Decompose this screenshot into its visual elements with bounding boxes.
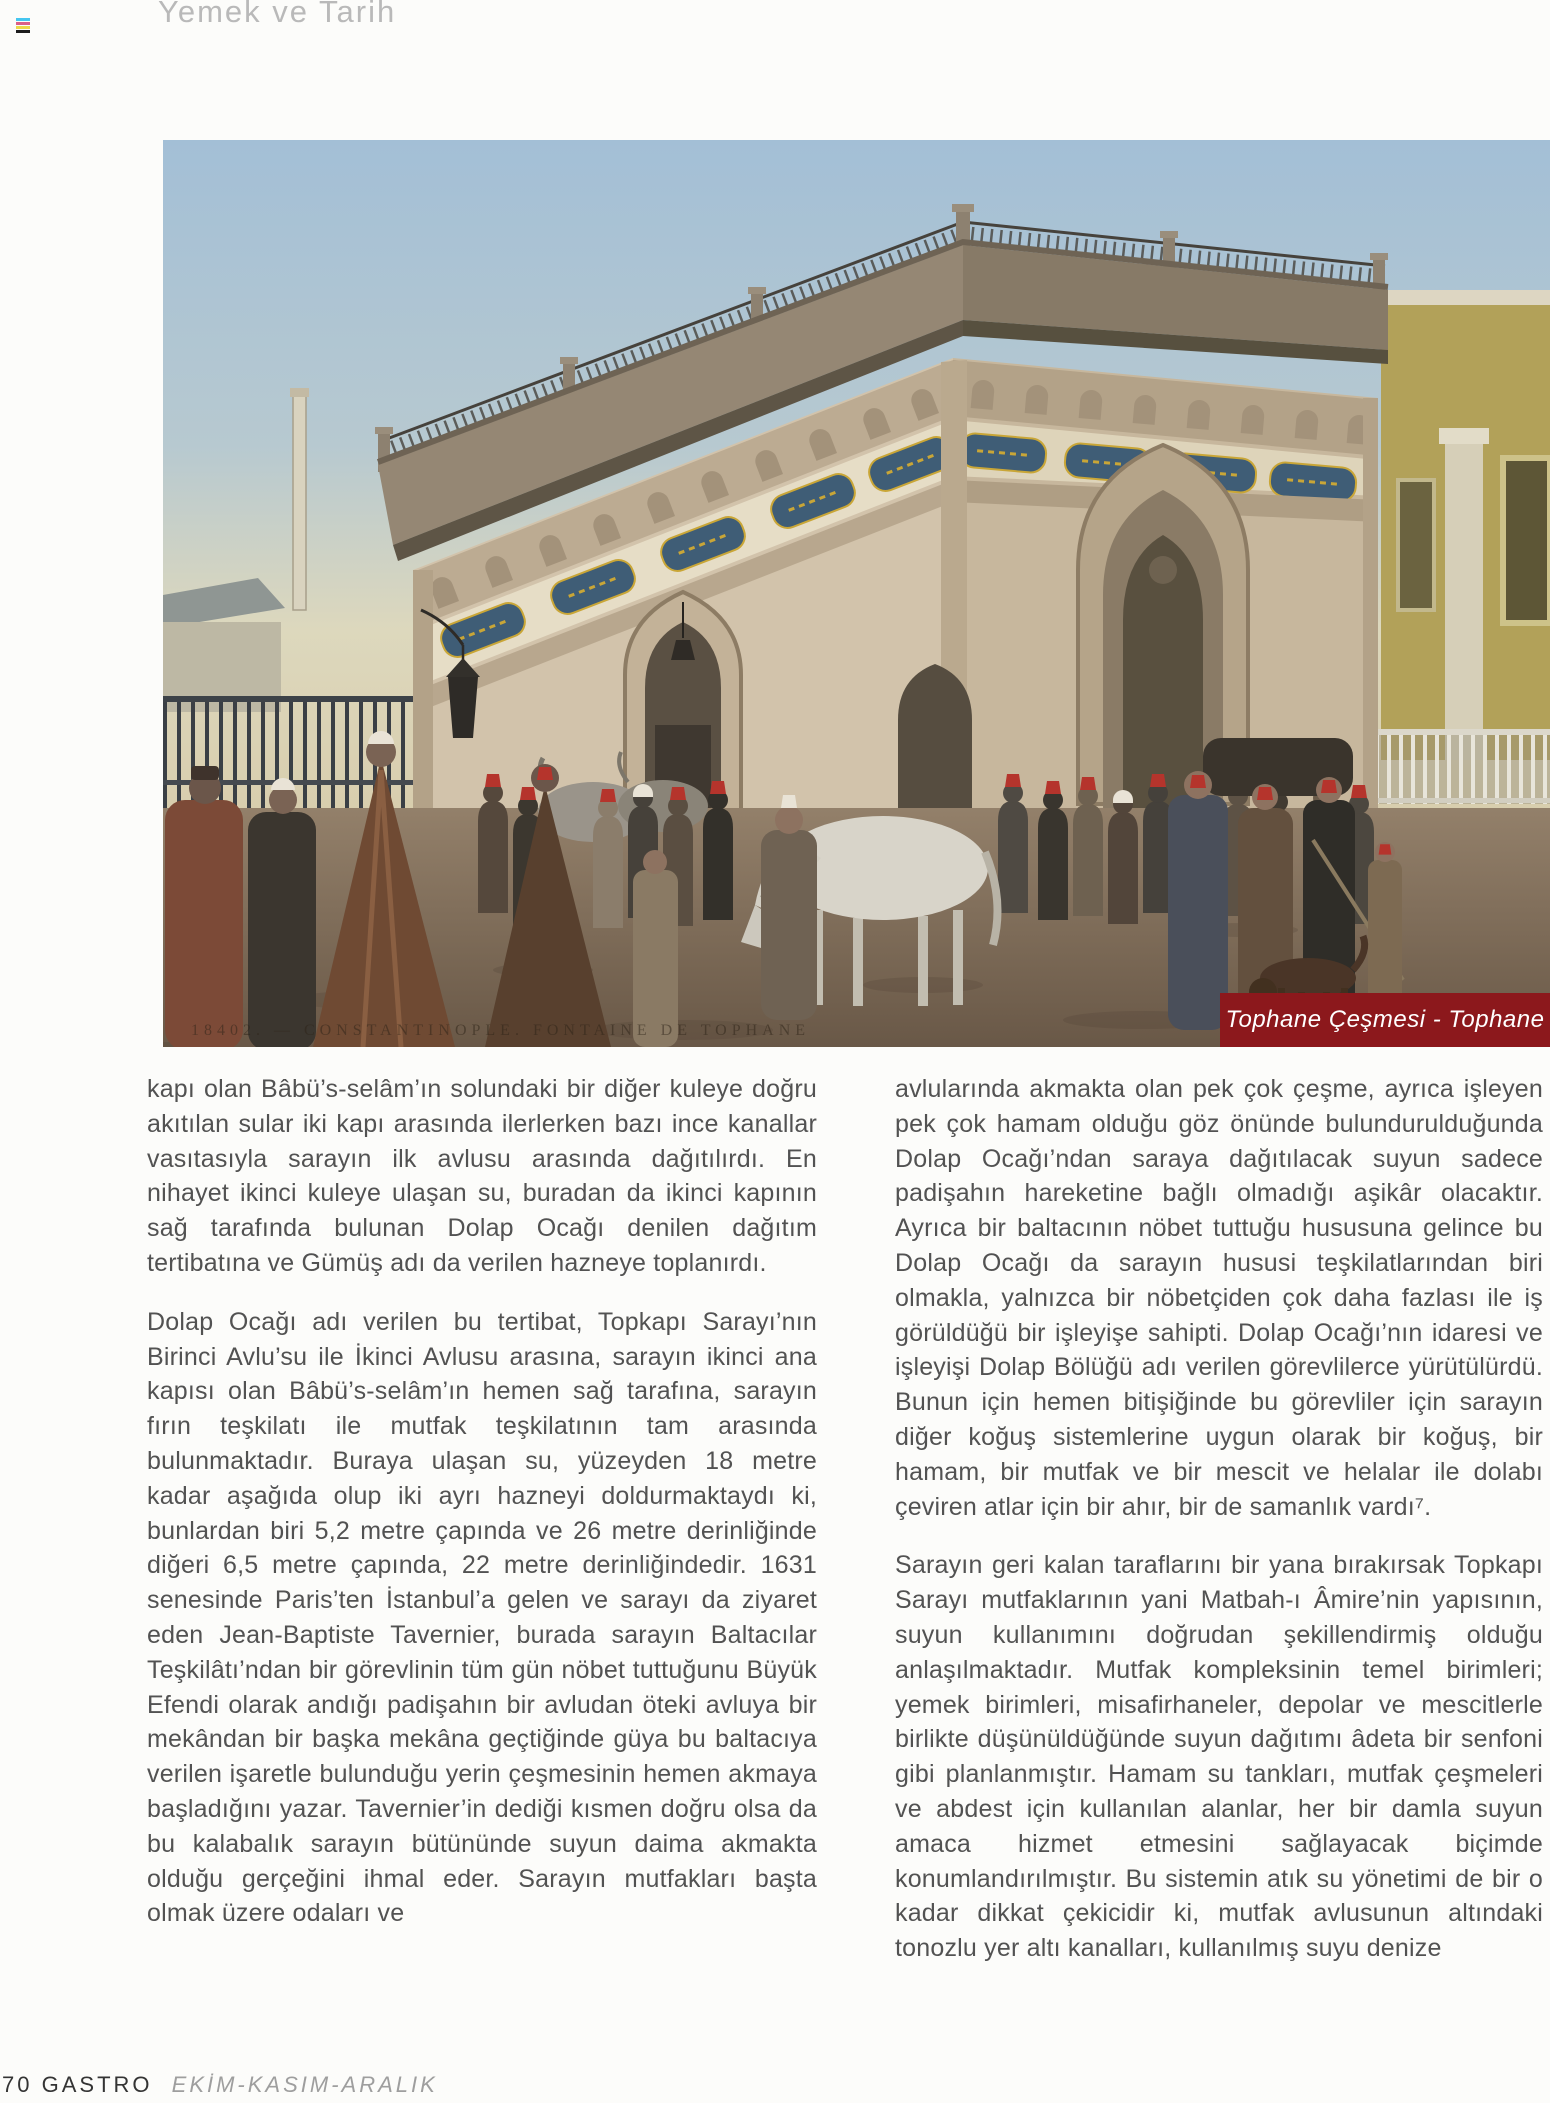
magazine-name: GASTRO [41,2072,153,2097]
article-left-column [147,1072,817,1955]
issue-label: EKİM-KASIM-ARALIK [171,2072,438,2097]
cyan-bar [16,18,30,21]
paragraph: Dolap Ocağı adı verilen bu tertibat, Topkapı Sarayı’nın Birinci Avlu’su ile İkinci Avlusu arasına, sarayın ikinci ana kapısı olan Bâbü’s-selâm’ın hemen sağ tarafına, sarayın fırın teşkilatı ile mutfak teşkilatının tam arasında bulunmaktadır. Buraya ulaşan su, yüzeyden 18 metre kadar aşağıda olup iki ayrı hazneyi doldurmaktaydı ki, bunlardan biri 5,2 metre çapında ve 26 metre derinliğinde diğeri 6,5 metre çapında, 22 metre derinliğindedir. 1631 senesinde Paris’ten İstanbul’a gelen ve sarayı da ziyaret eden Jean-Baptiste Tavernier, burada sarayın Baltacılar Teşkilâtı’ndan bir görevlinin tüm gün nöbet tuttuğunu Büyük Efendi olarak andığı padişahın bir avludan öteki avluya bir mekândan bir başka mekâna geçtiğinde güya bu baltacıya verilen işaretle bulunduğu yerin çeşmesinin hemen akmaya başladığını yazar. Tavernier’in dediği kısmen doğru olsa da bu kalabalık sarayın bütününde suyun daima akmakta olduğu gerçeğini ihmal eder. Sarayın mutfakları başta olmak üzere odaları ve [147,1307,817,1928]
page-number: 70 [2,2072,33,2097]
black-bar [16,30,30,33]
section-title: Yemek ve Tarih [158,0,397,29]
paragraph: avlularında akmakta olan pek çok çeşme, ayrıca işleyen pek çok hamam olduğu göz önünde bulundurulduğunda Dolap Ocağı’ndan saraya dağıtılacak suyun sadece padişahın hareketine bağlı olmadığı aşikâr olacaktır. Ayrıca bir baltacının nöbet tuttuğu hususuna gelince bu Dolap Ocağı da sarayın hususi teşkilatlarından biri olmakla, yalnızca bir nöbetçiden çok daha fazlası ile iş görüldüğü bir işleyişe sahipti. Dolap Ocağı’nın idaresi ve işleyişi Dolap Bölüğü adı verilen görevlilerce yürütülürdü. Bunun için hemen bitişiğinde bu görevliler için sarayın diğer koğuş sistemlerine uygun olarak bir koğuş, bir hamam, bir mutfak ve bir mescit ve helalar ile dolabı çeviren atlar için bir ahır, bir de samanlık vardı⁷. [895,1075,1543,1521]
white-fence [1368,729,1550,804]
magenta-bar [16,22,30,25]
print-registration-icon [16,18,30,33]
yellow-bar [16,26,30,29]
article-right-column [895,1072,1543,1990]
page-footer [2,2072,438,2098]
tophane-fountain-photo [163,140,1550,1047]
paragraph: kapı olan Bâbü’s-selâm’ın solundaki bir diğer kuleye doğru akıtılan sular iki kapı arasında ilerlerken bazı ince kanallar vasıtasıyla sarayın ilk avlusu arasında dağıtılırdı. En nihayet ikinci kuleye ulaşan su, buradan da ikinci kapının sağ tarafında bulunan Dolap Ocağı denilen dağıtım tertibatına ve Gümüş adı da verilen hazneye toplanırdı. [147,1075,817,1277]
paragraph: Sarayın geri kalan taraflarını bir yana bırakırsak Topkapı Sarayı mutfaklarının yani Matbah-ı Âmire’nin yapısının, suyun kullanımını doğrudan şekillendirmiş olduğu anlaşılmaktadır. Mutfak kompleksinin temel birimleri; yemek birimleri, misafirhaneler, depolar ve mescitlerle birlikte düşünüldüğünde suyun dağıtımı âdeta bir senfoni gibi planlanmıştır. Hamam su tankları, mutfak çeşmeleri ve abdest için kullanılan alanlar, her bir damla suyun amaca hizmet etmesini sağlayacak biçimde konumlandırılmıştır. Bu sistemin atık su yönetimi de bir o kadar dikkat çekicidir ki, mutfak avlusunun altındaki tonozlu yer altı kanalları, kullanılmış suyu denize [895,1551,1543,1963]
photo-caption: Tophane Çeşmesi - Tophane [1220,993,1550,1047]
right-background-building [1381,290,1550,760]
photo-illustration [163,140,1550,1047]
postcard-plate-text: 18402. — CONSTANTINOPLE. FONTAINE DE TOPHANE [191,1022,811,1039]
